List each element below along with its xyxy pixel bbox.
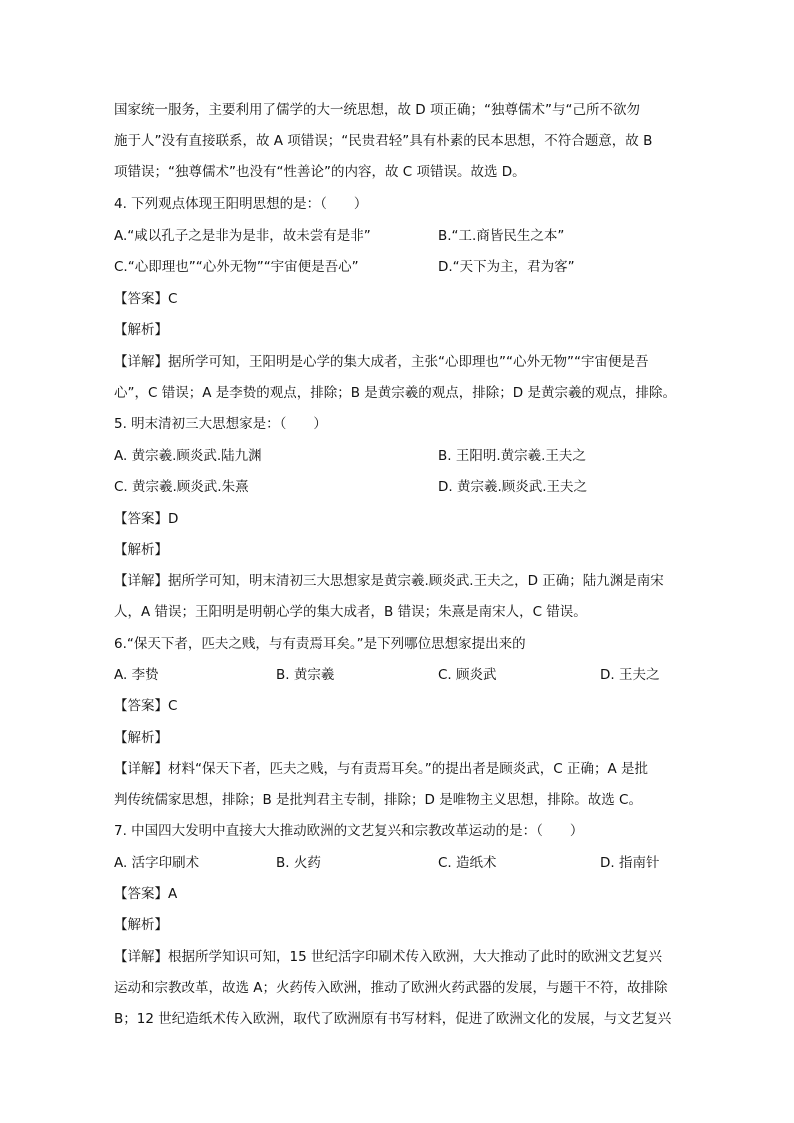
text-line: 国家统一服务，主要利用了儒学的大一统思想，故 D 项正确；“独尊儒术”与“己所不欲勿 (114, 102, 640, 118)
question-stem: 6.“保天下者，匹夫之贱，与有责焉耳矣。”是下列哪位思想家提出来的 (114, 636, 526, 652)
analysis-label: 【解析】 (114, 917, 168, 933)
detail-line: 【详解】据所学可知，明末清初三大思想家是黄宗羲.顾炎武.王夫之，D 正确；陆九渊是南宋 (114, 573, 664, 589)
option-b: B. 黄宗羲 (276, 667, 335, 683)
option-d: D. 指南针 (600, 855, 660, 871)
question-stem: 4. 下列观点体现王阳明思想的是：（ ） (114, 196, 368, 212)
detail-line: 【详解】根据所学知识可知，15 世纪活字印刷术传入欧洲，大大推动了此时的欧洲文艺复兴 (114, 949, 662, 965)
detail-line: 运动和宗教改革，故选 A；火药传入欧洲，推动了欧洲火药武器的发展，与题干不符，故排除 (114, 980, 668, 996)
option-b: B. 王阳明.黄宗羲.王夫之 (438, 448, 586, 464)
option-b: B. 火药 (276, 855, 321, 871)
detail-line: 【详解】据所学可知，王阳明是心学的集大成者，主张“心即理也”“心外无物”“宇宙便是吾 (114, 354, 649, 370)
option-c: C.“心即理也”“心外无物”“宇宙便是吾心” (114, 259, 359, 275)
option-c: C. 造纸术 (438, 855, 497, 871)
answer-label: 【答案】A (114, 886, 178, 902)
detail-line: 人，A 错误；王阳明是明朝心学的集大成者，B 错误；朱熹是南宋人，C 错误。 (114, 604, 587, 620)
option-c: C. 顾炎武 (438, 667, 497, 683)
analysis-label: 【解析】 (114, 730, 168, 746)
detail-line: B；12 世纪造纸术传入欧洲，取代了欧洲原有书写材料，促进了欧洲文化的发展，与文艺复兴 (114, 1011, 672, 1027)
answer-label: 【答案】C (114, 698, 178, 714)
detail-line: 判传统儒家思想，排除；B 是批判君主专制，排除；D 是唯物主义思想，排除。故选 C。 (114, 792, 642, 808)
text-line: 项错误；“独尊儒术”也没有“性善论”的内容，故 C 项错误。故选 D。 (114, 164, 526, 180)
option-d: D. 王夫之 (600, 667, 660, 683)
detail-line: 【详解】材料“保天下者，匹夫之贱，与有责焉耳矣。”的提出者是顾炎武，C 正确；A 是批 (114, 761, 648, 777)
option-b: B.“工.商皆民生之本” (438, 228, 565, 244)
option-d: D. 黄宗羲.顾炎武.王夫之 (438, 479, 588, 495)
text-line: 施于人”没有直接联系，故 A 项错误；“民贵君轻”具有朴素的民本思想，不符合题意，故 B (114, 133, 653, 149)
answer-label: 【答案】D (114, 511, 179, 527)
option-a: A. 李贽 (114, 667, 159, 683)
option-c: C. 黄宗羲.顾炎武.朱熹 (114, 479, 249, 495)
analysis-label: 【解析】 (114, 542, 168, 558)
detail-line: 心”，C 错误；A 是李贽的观点，排除；B 是黄宗羲的观点，排除；D 是黄宗羲的观点，排除。 (114, 385, 676, 401)
analysis-label: 【解析】 (114, 322, 168, 338)
option-a: A. 黄宗羲.顾炎武.陆九渊 (114, 448, 262, 464)
question-stem: 5. 明末清初三大思想家是：（ ） (114, 416, 327, 432)
option-a: A.“咸以孔子之是非为是非，故未尝有是非” (114, 228, 371, 244)
question-stem: 7. 中国四大发明中直接大大推动欧洲的文艺复兴和宗教改革运动的是：（ ） (114, 823, 584, 839)
answer-label: 【答案】C (114, 291, 178, 307)
option-d: D.“天下为主，君为客” (438, 259, 575, 275)
option-a: A. 活字印刷术 (114, 855, 200, 871)
